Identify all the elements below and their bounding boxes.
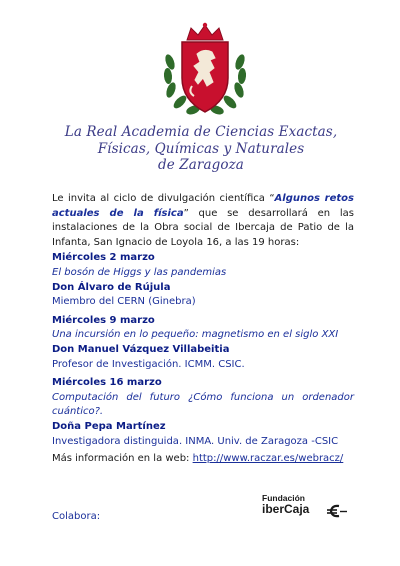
event-3 — [52, 376, 354, 449]
event-speaker-role: Investigadora distinguida. INMA. Univ. de Zaragoza -CSIC — [52, 435, 339, 447]
academy-line: de Zaragoza — [158, 157, 244, 173]
series-title: Algunos retos actuales de la física — [52, 193, 354, 219]
academy-line: Físicas, Químicas y Naturales — [97, 140, 305, 157]
academy-name — [40, 124, 362, 174]
event-date: Miércoles 9 marzo — [52, 314, 155, 326]
event-date: Miércoles 16 marzo — [52, 377, 162, 389]
academy-line: La Real Academia de Ciencias Exactas, — [64, 124, 338, 140]
event-2 — [52, 314, 354, 372]
sponsor-line2: iberCaja — [262, 502, 310, 516]
academy-crest-icon — [160, 20, 250, 118]
event-date: Miércoles 2 marzo — [52, 252, 155, 264]
event-speaker-role: Miembro del CERN (Ginebra) — [52, 296, 196, 308]
intro-text-after: ” que se desarrollará en las instalaciones de la Obra social de Ibercaja de Patio de la Infanta, San Ignacio de Loyola 16, a las 19 horas: — [52, 207, 354, 248]
event-title: Computación del futuro ¿Cómo funciona un ordenador cuántico?. — [52, 391, 354, 418]
event-1 — [52, 251, 354, 309]
event-speaker-role: Profesor de Investigación. ICMM. CSIC. — [52, 358, 245, 370]
website-link[interactable]: http://www.raczar.es/webracz/ — [192, 453, 344, 465]
event-speaker: Don Manuel Vázquez Villabeitia — [52, 343, 230, 355]
invitation-body — [52, 192, 354, 467]
more-info — [52, 452, 354, 467]
event-speaker: Doña Pepa Martínez — [52, 420, 166, 432]
event-speaker: Don Álvaro de Rújula — [52, 281, 171, 293]
sponsor-line1: Fundación — [262, 493, 305, 503]
more-info-label: Más información en la web: — [52, 453, 193, 465]
event-title: Una incursión en lo pequeño: magnetismo en el siglo XXI — [52, 329, 339, 341]
event-title: El bosón de Higgs y las pandemias — [52, 266, 227, 278]
collaborates-label: Colabora: — [52, 511, 101, 522]
ibercaja-euro-icon — [322, 503, 348, 519]
sponsor-logo — [262, 493, 354, 523]
intro-text-before: Le invita al ciclo de divulgación científica “ — [52, 193, 275, 204]
intro-paragraph — [52, 192, 354, 250]
